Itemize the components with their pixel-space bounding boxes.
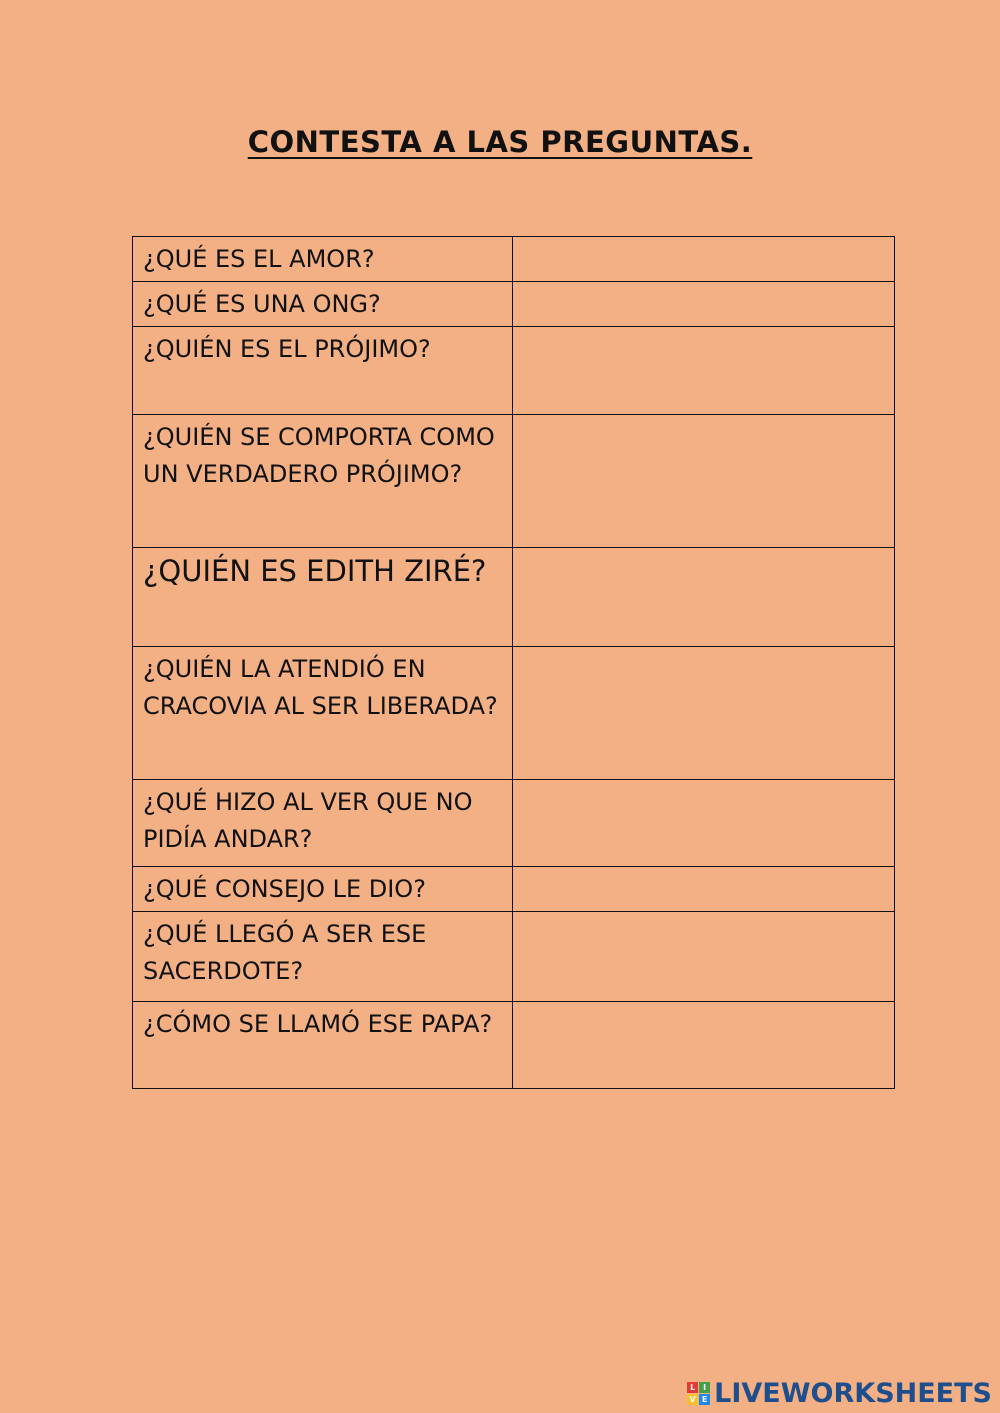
answer-cell[interactable] <box>513 282 895 327</box>
questions-table <box>132 236 895 1089</box>
page-title-text: CONTESTA A LAS PREGUNTAS. <box>247 125 753 159</box>
page-title <box>0 122 1000 162</box>
liveworksheets-logo <box>687 1376 992 1410</box>
answer-cell[interactable] <box>513 237 895 282</box>
liveworksheets-logo-icon <box>687 1382 710 1405</box>
logo-letter: L <box>687 1382 698 1393</box>
question-cell: ¿QUÉ ES UNA ONG? <box>133 282 513 327</box>
question-cell: ¿QUÉ LLEGÓ A SER ESE SACERDOTE? <box>133 912 513 1002</box>
table-row <box>133 1002 895 1089</box>
answer-cell[interactable] <box>513 548 895 647</box>
table-row <box>133 237 895 282</box>
answer-cell[interactable] <box>513 327 895 415</box>
question-cell: ¿QUIÉN SE COMPORTA COMO UN VERDADERO PRÓJIMO? <box>133 415 513 548</box>
question-cell: ¿QUIÉN LA ATENDIÓ EN CRACOVIA AL SER LIBERADA? <box>133 647 513 780</box>
answer-cell[interactable] <box>513 647 895 780</box>
logo-letter: I <box>699 1382 710 1393</box>
table-row <box>133 327 895 415</box>
table-row <box>133 415 895 548</box>
question-cell: ¿CÓMO SE LLAMÓ ESE PAPA? <box>133 1002 513 1089</box>
answer-cell[interactable] <box>513 1002 895 1089</box>
table-row <box>133 282 895 327</box>
question-cell: ¿QUÉ ES EL AMOR? <box>133 237 513 282</box>
question-cell: ¿QUIÉN ES EL PRÓJIMO? <box>133 327 513 415</box>
table-row <box>133 647 895 780</box>
table-row <box>133 780 895 867</box>
liveworksheets-logo-text: LIVEWORKSHEETS <box>714 1377 992 1409</box>
table-row <box>133 548 895 647</box>
table-row <box>133 912 895 1002</box>
answer-cell[interactable] <box>513 912 895 1002</box>
table-row <box>133 867 895 912</box>
question-cell: ¿QUÉ CONSEJO LE DIO? <box>133 867 513 912</box>
logo-letter: V <box>687 1394 698 1405</box>
question-cell: ¿QUÉ HIZO AL VER QUE NO PIDÍA ANDAR? <box>133 780 513 867</box>
answer-cell[interactable] <box>513 867 895 912</box>
answer-cell[interactable] <box>513 415 895 548</box>
answer-cell[interactable] <box>513 780 895 867</box>
logo-letter: E <box>699 1394 710 1405</box>
question-cell: ¿QUIÉN ES EDITH ZIRÉ? <box>133 548 513 647</box>
